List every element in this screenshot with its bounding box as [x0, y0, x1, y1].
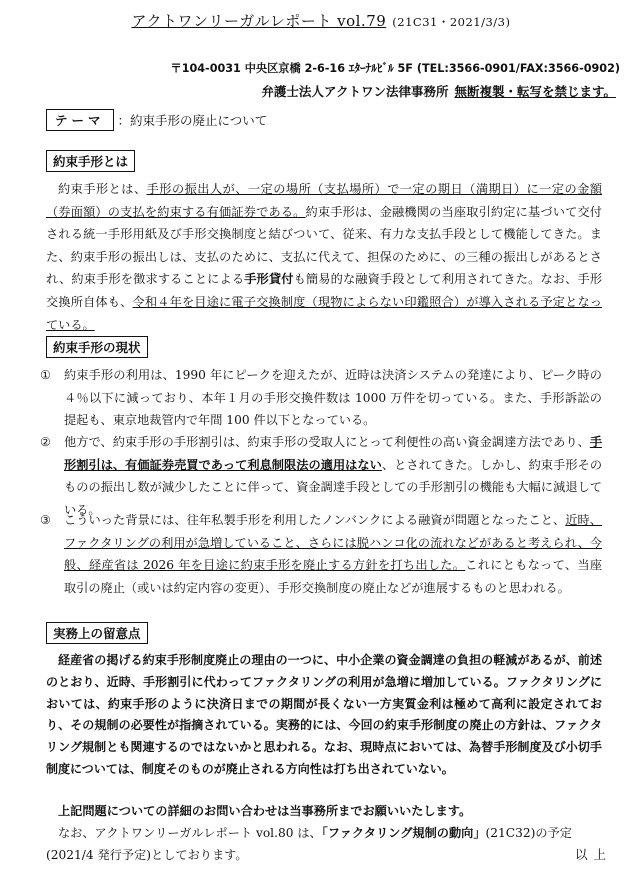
status-item-3-text [64, 509, 602, 599]
status-item-3-text-b: これにともなって、当座取引の廃止（或いは約定内容の変更）、手形交換制度の廃止などが進展するものと思われる。 [64, 558, 603, 595]
status-item-2-number: ② [40, 435, 51, 449]
report-title: アクトワンリーガルレポート vol.79 [131, 12, 387, 30]
definition-paragraph [46, 178, 602, 336]
definition-text-b: 約束手形は、金融機関の当座取引約定に基づいて交付される統一手形用紙及び手形交換制度と結びついて、従来、有力な支払手段として機能してきた。また、約束手形の振出しは、支払のために、支払に代えて、担保のために、の三種の振出しがあるとされ、約束手形を徴求することによる [46, 204, 602, 287]
practice-paragraph: 経産省の掲げる約束手形制度廃止の理由の一つに、中小企業の資金調達の負担の軽減があるが、前述のとおり、近時、手形割引に代わってファクタリングの利用が急増に増加している。ファクタリングにおいては、約束手形のように決済日までの期間が長くない一方実質金利は極めて高利に設定されており、その規制の必要性が指摘されている。実務的には、今回の約束手形制度の廃止の方針は、ファクタリング規制とも関連するのではないかと思われる。なお、現時点においては、為替手形制度及び小切手制度については、制度そのものが廃止される方向性は打ち出されていない。 [46, 653, 602, 776]
end-mark: 以上 [574, 847, 612, 862]
report-subtitle: (21C31・2021/3/3) [392, 15, 511, 29]
status-item-1 [40, 364, 602, 432]
theme-text: ：約束手形の廃止について [117, 113, 268, 128]
copyright-notice: 無断複製・転写を禁じます。 [454, 84, 616, 99]
status-item-1-text: 約束手形の利用は、1990 年にピークを迎えたが、近時は決済システムの発達により、ピーク時の４％以下に減っており、本年１月の手形交換件数は 1000 万件を切っている。また、手形訴訟の提起も、東京地裁管内で年間 100 件以下となっている。 [64, 368, 602, 428]
firm-address: 〒104-0031 中央区京橋 2-6-16 ｴﾀｰﾅﾙﾋﾞﾙ 5F (TEL:3566-0901/FAX:3566-0902) [170, 62, 620, 75]
section-heading-status: 約束手形の現状 [46, 336, 148, 358]
section-heading-definition: 約束手形とは [46, 150, 135, 172]
status-item-3-text-a: こういった背景には、往年私製手形を利用したノンバンクによる融資が問題となったこと、 [64, 513, 566, 527]
report-title-line [0, 10, 642, 31]
status-item-2-text-a: 他方で、約束手形の手形割引は、約束手形の受取人にとって利便性の高い資金調達方法であり、 [64, 435, 590, 449]
closing-line-2 [46, 822, 602, 866]
closing-line-2-b: (21C32)の予定(2021/4 発行予定)としております。 [46, 826, 572, 862]
status-item-3-underlined: 近時、ファクタリングの利用が急増していること、さらには脱ハンコ化の流れなどがあると考えられ、今般、経産省は 2026 年を目途に約束手形を廃止する方針を打ち出した。 [64, 513, 602, 573]
closing-line-2-a: なお、アクトワンリーガルレポート vol.80 は、 [58, 826, 322, 840]
status-item-3-number: ③ [40, 513, 51, 527]
closing-block [46, 800, 602, 866]
definition-text-a: 約束手形とは、 [58, 182, 147, 196]
closing-line-1: 上記問題についての詳細のお問い合わせは当事務所までお願いいたします。 [58, 804, 472, 818]
firm-line [261, 82, 616, 100]
definition-text-c: も簡易的な融資手段として利用されてきた。なお、手形交換所自体も、 [46, 272, 603, 309]
definition-bold-term: 手形貸付 [244, 272, 294, 287]
status-item-2 [40, 431, 602, 521]
status-item-2-text [64, 431, 602, 521]
status-item-1-number: ① [40, 368, 51, 382]
firm-name: 弁護士法人アクトワン法律事務所 [261, 84, 449, 99]
status-item-2-underlined: 手形割引は、有価証券売買であって利息制限法の適用はない [64, 435, 602, 472]
section-heading-practice: 実務上の留意点 [46, 622, 148, 644]
status-item-2-text-b: 、とされてきた。しかし、約束手形そのものの振出し数が減少したことに伴って、資金調達手段としての手形割引の機能も大幅に減退している。 [64, 457, 603, 517]
closing-next-topic: 「ファクタリング規制の動向」 [321, 826, 486, 840]
status-item-3 [40, 509, 602, 599]
definition-underlined-b: 令和４年を目途に電子交換制度（現物によらない印鑑照合）が導入される予定となっている。 [46, 294, 602, 332]
definition-underlined-a: 手形の振出人が、一定の場所（支払場所）で一定の期日（満期日）に一定の金額（券面額）の支払を約束する有価証券である。 [46, 182, 603, 219]
theme-label: テーマ [46, 109, 114, 131]
theme-row [46, 109, 267, 131]
